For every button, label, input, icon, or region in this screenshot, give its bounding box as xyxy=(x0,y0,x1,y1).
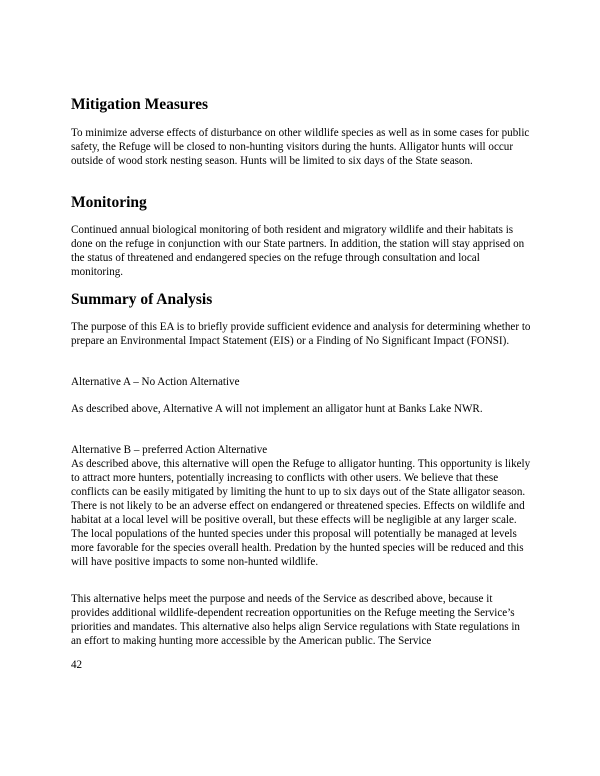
paragraph-alternative-a: As described above, Alternative A will not implement an alligator hunt at Banks Lake NWR. xyxy=(71,403,483,415)
paragraph-summary-purpose: The purpose of this EA is to briefly provide sufficient evidence and analysis for determining whether to prepare an Environmental Impact Statement (EIS) or a Finding of No Significant Impact (FONSI). xyxy=(71,321,531,347)
heading-mitigation-measures: Mitigation Measures xyxy=(71,96,209,113)
heading-monitoring: Monitoring xyxy=(71,194,147,211)
paragraph-alternative-b-continued: This alternative helps meet the purpose and needs of the Service as described above, because it provides additional wildlife-dependent recreation opportunities on the Refuge meeting the Service’s priorities and mandates. This alternative also helps align Service regulations with State regulations in an effort to making hunting more accessible by the American public. The Service xyxy=(71,593,520,647)
paragraph-alternative-b: As described above, this alternative will open the Refuge to alligator hunting. This opportunity is likely to attract more hunters, potentially increasing to conflicts with other users. We believe that these conflicts can be easily mitigated by limiting the hunt to up to six days out of the State alligator season. There is not likely to be an adverse effect on endangered or threatened species. Effects on wildlife and habitat at a local level will be positive overall, but these effects will be negligible at any larger scale. The local populations of the hunted species under this proposal will potentially be managed at levels more favorable for the species overall health. Predation by the hunted species will be reduced and this will have positive impacts to some non-hunted wildlife. xyxy=(71,458,531,568)
heading-summary-of-analysis: Summary of Analysis xyxy=(71,291,213,308)
alternative-b-label: Alternative B – preferred Action Alternative xyxy=(71,444,268,456)
paragraph-mitigation: To minimize adverse effects of disturbance on other wildlife species as well as in some cases for public safety, the Refuge will be closed to non-hunting visitors during the hunts. Alligator hunts will occur outside of wood stork nesting season. Hunts will be limited to six days of the State season. xyxy=(71,127,530,167)
alternative-a-label: Alternative A – No Action Alternative xyxy=(71,376,240,388)
page-number: 42 xyxy=(71,659,83,671)
paragraph-monitoring: Continued annual biological monitoring of both resident and migratory wildlife and their habitats is done on the refuge in conjunction with our State partners. In addition, the station will stay apprised on the status of threatened and endangered species on the refuge through consultation and local monitoring. xyxy=(71,224,525,278)
